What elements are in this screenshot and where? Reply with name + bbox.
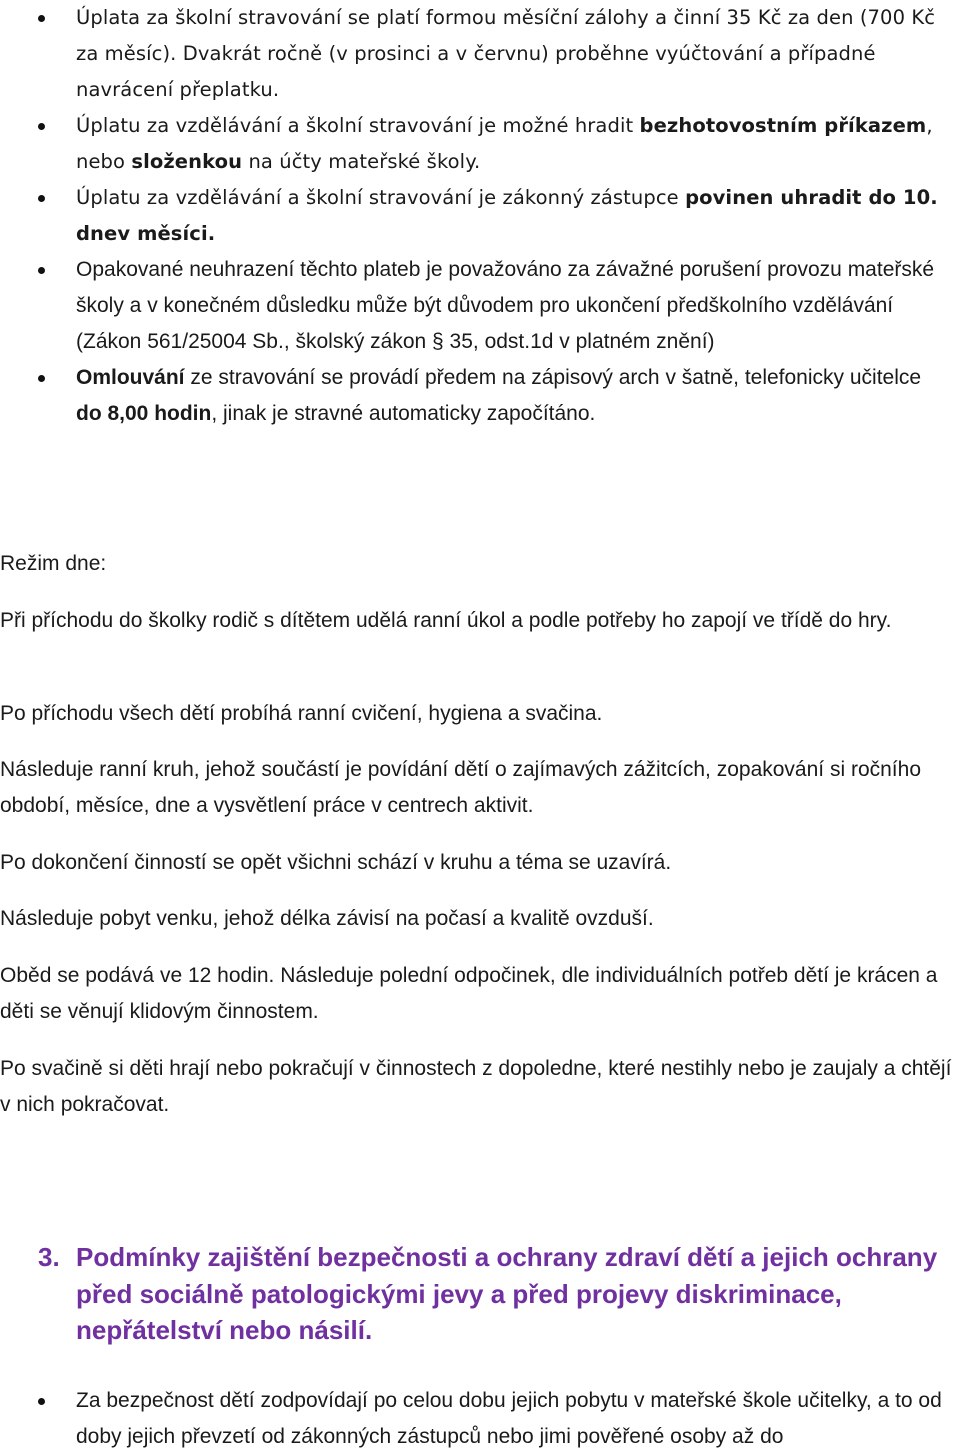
bullet-icon [38,123,45,130]
list-item [0,1383,960,1455]
bold-text: bezhotovostním příkazem [639,114,927,137]
list-item-text: Opakované neuhrazení těchto plateb je považováno za závažné porušení provozu mateřské školy a v konečném důsledku může být důvodem pro ukončení předškolního vzdělávání (Zákon 561/25004 Sb., školský zákon § 35, odst.1d v platném znění) [76,258,935,353]
list-item-text: , jinak je stravné automaticky započítáno. [211,402,596,425]
regime-paragraph: Oběd se podává ve 12 hodin. Následuje polední odpočinek, dle individuálních potřeb dětí je krácen a děti se věnují klidovým činnostem. [0,964,938,1023]
regime-paragraph: Následuje ranní kruh, jehož součástí je povídání dětí o zajímavých zážitcích, zopakování si ročního období, měsíce, dne a vysvětlení práce v centrech aktivit. [0,758,921,817]
payment-rules-list [0,0,960,432]
list-item [0,108,960,180]
regime-paragraph: Po svačině si děti hrají nebo pokračují v činnostech z dopoledne, které nestihly nebo je zaujaly a chtějí v nich pokračovat. [0,1057,952,1116]
regime-heading: Režim dne: [0,552,107,575]
bold-text: Omlouvání [76,366,185,389]
list-item-text: , nebo [76,114,933,173]
regime-paragraph: Po dokončení činností se opět všichni schází v kruhu a téma se uzavírá. [0,851,672,874]
list-item-text: Úplata za školní stravování se platí formou měsíční zálohy a činní 35 Kč za den (700 Kč za měsíc). Dvakrát ročně (v prosinci a v červnu) proběhne vyúčtování a případné navrácení přeplatku. [76,6,936,101]
list-item-text: Úplatu za vzdělávání a školní stravování je možné hradit [76,114,640,137]
list-item [0,180,960,252]
bullet-icon [38,375,45,382]
bullet-icon [38,1398,45,1405]
list-item-text: ze stravování se provádí předem na zápisový arch v šatně, telefonicky učitelce [184,366,922,389]
list-item-text: Úplatu za vzdělávání a školní stravování je zákonný zástupce [76,186,686,209]
bold-text: do 8,00 hodin [76,402,212,425]
section-heading [38,1239,938,1349]
section-title: Podmínky zajištění bezpečnosti a ochrany zdraví dětí a jejich ochrany před sociálně patologickými jevy a před projevy diskriminace, nepřátelství nebo násilí. [76,1242,938,1345]
list-item-text: na účty mateřské školy. [242,150,481,173]
bold-text: složenkou [131,150,243,173]
bullet-icon [38,267,45,274]
list-item [0,252,960,360]
section-number: 3. [38,1242,60,1272]
regime-paragraph: Při příchodu do školky rodič s dítětem udělá ranní úkol a podle potřeby ho zapojí ve třídě do hry. [0,609,892,632]
list-item [0,360,960,432]
bold-text: povinen uhradit do 10. dnev měsíci. [76,186,938,245]
regime-paragraph: Následuje pobyt venku, jehož délka závisí na počasí a kvalitě ovzduší. [0,907,654,930]
bullet-icon [38,15,45,22]
list-item [0,0,960,108]
list-item-text: Za bezpečnost dětí zodpovídají po celou dobu jejich pobytu v mateřské škole učitelky, a to od doby jejich převzetí od zákonných zástupců nebo jimi pověřené osoby až do [76,1389,942,1448]
regime-paragraph: Po příchodu všech dětí probíhá ranní cvičení, hygiena a svačina. [0,702,603,725]
safety-rules-list [0,1383,960,1455]
bullet-icon [38,195,45,202]
